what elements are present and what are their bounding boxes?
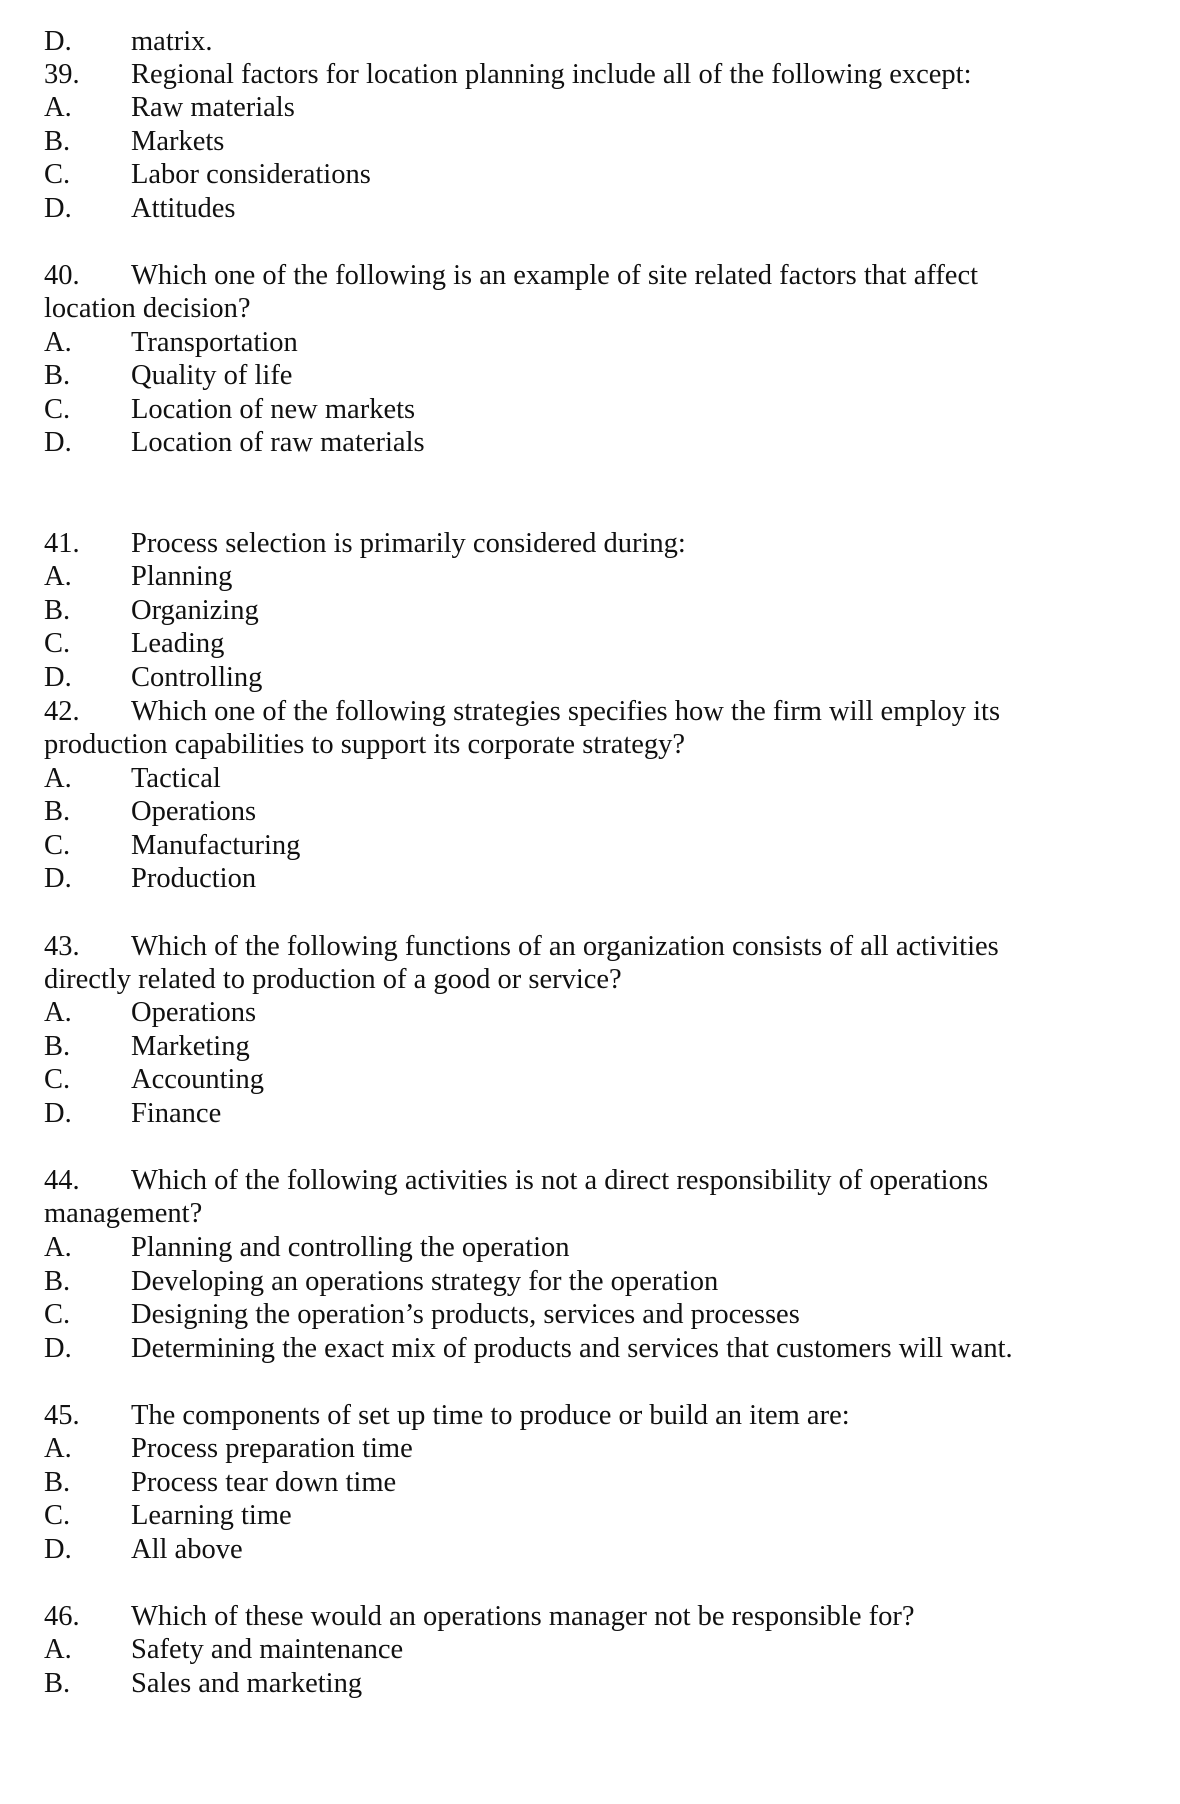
option-letter: A. (44, 92, 72, 123)
option-text: Marketing (131, 1031, 250, 1062)
option-text: Designing the operation’s products, services and processes (131, 1299, 800, 1330)
option-text: Controlling (131, 662, 263, 693)
option-text: All above (131, 1534, 243, 1565)
option-text: Finance (131, 1098, 222, 1129)
question-43-number: 43. (44, 931, 80, 962)
option-letter: A. (44, 763, 72, 794)
option-letter: C. (44, 830, 71, 861)
option-text: Tactical (131, 763, 221, 794)
option-letter: C. (44, 1299, 71, 1330)
option-text: Raw materials (131, 92, 295, 123)
option-text: Production (131, 863, 257, 894)
option-text: Labor considerations (131, 159, 371, 190)
option-text: Leading (131, 628, 225, 659)
option-letter: B. (44, 360, 71, 391)
question-46-number: 46. (44, 1601, 80, 1632)
option-text: Manufacturing (131, 830, 301, 861)
option-text: Determining the exact mix of products and services that customers will want. (131, 1333, 1013, 1364)
option-letter: B. (44, 595, 71, 626)
question-45-number: 45. (44, 1400, 80, 1431)
option-letter: A. (44, 561, 72, 592)
option-letter: C. (44, 628, 71, 659)
question-42-stem-continuation: production capabilities to support its corporate strategy? (44, 729, 686, 760)
option-letter: C. (44, 1500, 71, 1531)
option-letter: D. (44, 863, 72, 894)
option-text: Developing an operations strategy for the operation (131, 1266, 719, 1297)
option-text: Organizing (131, 595, 259, 626)
question-43-stem: Which of the following functions of an organization consists of all activities (131, 931, 999, 962)
option-text: Attitudes (131, 193, 236, 224)
question-46-stem: Which of these would an operations manager not be responsible for? (131, 1601, 915, 1632)
question-43-stem-continuation: directly related to production of a good or service? (44, 964, 622, 995)
option-text: Process tear down time (131, 1467, 397, 1498)
option-text: Transportation (131, 327, 298, 358)
question-39-stem: Regional factors for location planning include all of the following except: (131, 59, 972, 90)
option-letter: B. (44, 1266, 71, 1297)
option-text: Operations (131, 997, 257, 1028)
question-44-number: 44. (44, 1165, 80, 1196)
question-40-number: 40. (44, 260, 80, 291)
option-text: Accounting (131, 1064, 264, 1095)
question-42-stem: Which one of the following strategies specifies how the firm will employ its (131, 696, 1001, 727)
option-letter: A. (44, 1433, 72, 1464)
option-text: Location of raw materials (131, 427, 425, 458)
option-letter: D. (44, 427, 72, 458)
option-letter: C. (44, 1064, 71, 1095)
option-text: Markets (131, 126, 225, 157)
question-40-stem: Which one of the following is an example of site related factors that affect (131, 260, 979, 291)
option-letter: D. (44, 1098, 72, 1129)
option-text: Learning time (131, 1500, 292, 1531)
option-text: Planning (131, 561, 233, 592)
option-letter: A. (44, 1634, 72, 1665)
question-42-number: 42. (44, 696, 80, 727)
question-45-stem: The components of set up time to produce or build an item are: (131, 1400, 850, 1431)
question-44-stem: Which of the following activities is not a direct responsibility of operations (131, 1165, 989, 1196)
question-39-number: 39. (44, 59, 80, 90)
option-letter: D. (44, 193, 72, 224)
question-41-stem: Process selection is primarily considered during: (131, 528, 686, 559)
option-text: Safety and maintenance (131, 1634, 404, 1665)
option-text: matrix. (131, 26, 213, 57)
option-letter: D. (44, 26, 72, 57)
option-text: Planning and controlling the operation (131, 1232, 570, 1263)
question-44-stem-continuation: management? (44, 1198, 203, 1229)
option-text: Location of new markets (131, 394, 416, 425)
option-text: Quality of life (131, 360, 293, 391)
option-letter: C. (44, 159, 71, 190)
option-letter: A. (44, 1232, 72, 1263)
option-letter: C. (44, 394, 71, 425)
option-letter: A. (44, 997, 72, 1028)
option-letter: B. (44, 1467, 71, 1498)
question-41-number: 41. (44, 528, 80, 559)
question-40-stem-continuation: location decision? (44, 293, 251, 324)
option-text: Process preparation time (131, 1433, 413, 1464)
option-letter: D. (44, 1534, 72, 1565)
option-letter: D. (44, 662, 72, 693)
option-letter: B. (44, 1031, 71, 1062)
option-letter: B. (44, 796, 71, 827)
option-letter: D. (44, 1333, 72, 1364)
option-text: Operations (131, 796, 257, 827)
option-text: Sales and marketing (131, 1668, 363, 1699)
option-letter: A. (44, 327, 72, 358)
option-letter: B. (44, 126, 71, 157)
option-letter: B. (44, 1668, 71, 1699)
